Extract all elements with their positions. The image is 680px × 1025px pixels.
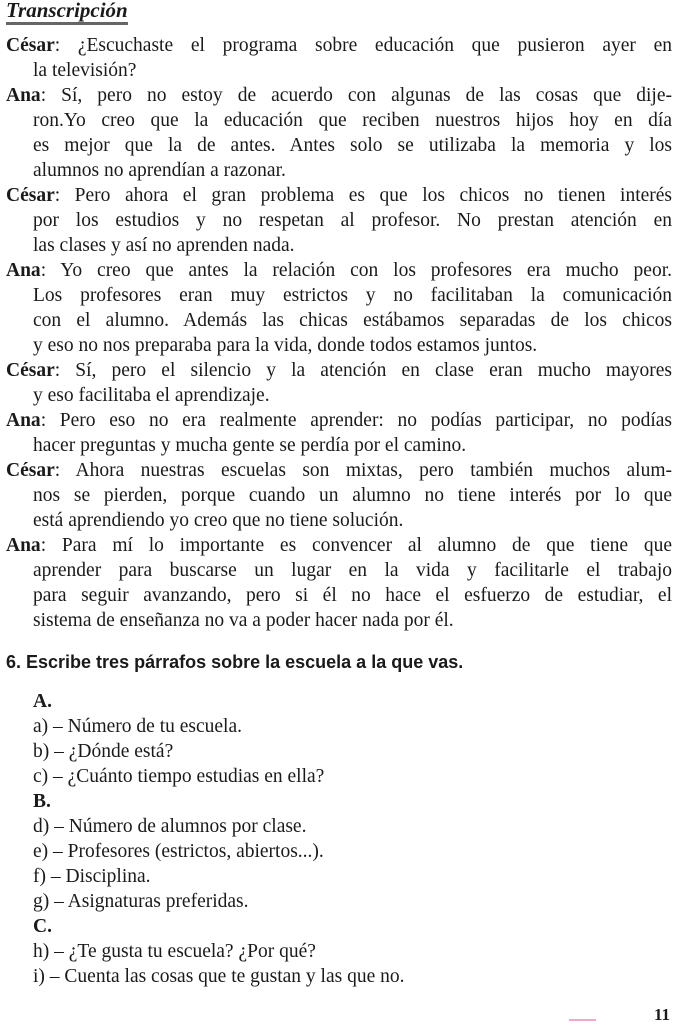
- exercise-group-heading: C.: [33, 916, 52, 937]
- line-text: : Sí, pero el silencio y la atención en clase eran mucho mayores: [54, 360, 672, 381]
- dialogue-turn: [6, 533, 672, 633]
- dialogue-line: [6, 558, 672, 583]
- line-text: está aprendiendo yo creo que no tiene solución.: [33, 510, 404, 531]
- speaker-name: César: [6, 35, 55, 56]
- dialogue-line: [6, 33, 672, 58]
- dialogue-line: [6, 608, 672, 633]
- dialogue-line: [6, 333, 672, 358]
- dialogue-turn: [6, 83, 672, 183]
- speaker-name: Ana: [6, 410, 41, 431]
- dialogue-line: [6, 258, 672, 283]
- line-text: las clases y así no aprenden nada.: [33, 235, 295, 256]
- exercise-item: c) – ¿Cuánto tiempo estudias en ella?: [33, 766, 325, 787]
- dialogue-line: [6, 108, 672, 133]
- line-text: aprender para buscarse un lugar en la vida y facilitarle el trabajo: [33, 560, 672, 581]
- exercise-item: d) – Número de alumnos por clase.: [33, 816, 307, 837]
- dialogue-line: [6, 183, 672, 208]
- line-text: y eso no nos preparaba para la vida, donde todos estamos juntos.: [33, 335, 538, 356]
- dialogue-line: [6, 158, 672, 183]
- exercise-item: e) – Profesores (estrictos, abiertos...).: [33, 841, 324, 862]
- dialogue-line: [6, 458, 672, 483]
- line-text: y eso facilitaba el aprendizaje.: [33, 385, 270, 406]
- dialogue-line: [6, 383, 672, 408]
- line-text: nos se pierden, porque cuando un alumno no tiene interés por lo que: [33, 485, 672, 506]
- exercise-item: f) – Disciplina.: [33, 866, 151, 887]
- dialogue-turn: [6, 458, 672, 533]
- page-number: 11: [653, 1005, 670, 1024]
- exercise-group-heading: A.: [33, 691, 52, 712]
- dialogue: [6, 33, 672, 633]
- dialogue-line: [6, 308, 672, 333]
- exercise-item: i) – Cuenta las cosas que te gustan y las que no.: [33, 966, 405, 987]
- exercise-item: g) – Asignaturas preferidas.: [33, 891, 249, 912]
- speaker-name: César: [6, 360, 55, 381]
- line-text: la televisión?: [33, 60, 137, 81]
- dialogue-turn: [6, 408, 672, 458]
- section-title: Transcripción: [6, 0, 128, 25]
- exercise-group-heading: B.: [33, 791, 51, 812]
- line-text: sistema de enseñanza no va a poder hacer nada por él.: [33, 610, 454, 631]
- dialogue-line: [6, 208, 672, 233]
- decorative-mark: [569, 1019, 596, 1021]
- line-text: : Pero ahora el gran problema es que los chicos no tienen interés: [54, 185, 672, 206]
- line-text: : Yo creo que antes la relación con los profesores era mucho peor.: [40, 260, 672, 281]
- dialogue-turn: [6, 358, 672, 408]
- dialogue-line: [6, 583, 672, 608]
- exercise-title: 6. Escribe tres párrafos sobre la escuela a la que vas.: [6, 652, 464, 672]
- line-text: : ¿Escuchaste el programa sobre educación que pusieron ayer en: [54, 35, 672, 56]
- speaker-name: Ana: [6, 260, 41, 281]
- line-text: Los profesores eran muy estrictos y no facilitaban la comunicación: [33, 285, 672, 306]
- speaker-name: César: [6, 460, 55, 481]
- dialogue-line: [6, 358, 672, 383]
- line-text: : Para mí lo importante es convencer al alumno de que tiene que: [40, 535, 672, 556]
- line-text: para seguir avanzando, pero si él no hace el esfuerzo de estudiar, el: [33, 585, 672, 606]
- line-text: : Pero eso no era realmente aprender: no podías participar, no podías: [40, 410, 672, 431]
- dialogue-line: [6, 283, 672, 308]
- exercise-item: h) – ¿Te gusta tu escuela? ¿Por qué?: [33, 941, 316, 962]
- exercise-item: a) – Número de tu escuela.: [33, 716, 242, 737]
- exercise-item: b) – ¿Dónde está?: [33, 741, 174, 762]
- line-text: alumnos no aprendían a razonar.: [33, 160, 286, 181]
- line-text: hacer preguntas y mucha gente se perdía por el camino.: [33, 435, 467, 456]
- line-text: ron.Yo creo que la educación que reciben nuestros hijos hoy en día: [33, 110, 672, 131]
- dialogue-turn: [6, 258, 672, 358]
- line-text: es mejor que la de antes. Antes solo se utilizaba la memoria y los: [33, 135, 672, 156]
- dialogue-line: [6, 533, 672, 558]
- dialogue-line: [6, 483, 672, 508]
- dialogue-line: [6, 408, 672, 433]
- dialogue-turn: [6, 33, 672, 83]
- dialogue-turn: [6, 183, 672, 258]
- dialogue-line: [6, 233, 672, 258]
- dialogue-line: [6, 133, 672, 158]
- line-text: : Ahora nuestras escuelas son mixtas, pero también muchos alum-: [54, 460, 672, 481]
- speaker-name: Ana: [6, 535, 41, 556]
- line-text: con el alumno. Además las chicas estábamos separadas de los chicos: [33, 310, 672, 331]
- line-text: : Sí, pero no estoy de acuerdo con algunas de las cosas que dije-: [40, 85, 672, 106]
- line-text: por los estudios y no respetan al profesor. No prestan atención en: [33, 210, 672, 231]
- dialogue-line: [6, 83, 672, 108]
- speaker-name: César: [6, 185, 55, 206]
- dialogue-line: [6, 433, 672, 458]
- speaker-name: Ana: [6, 85, 41, 106]
- dialogue-line: [6, 508, 672, 533]
- exercise-list: [33, 689, 405, 989]
- dialogue-line: [6, 58, 672, 83]
